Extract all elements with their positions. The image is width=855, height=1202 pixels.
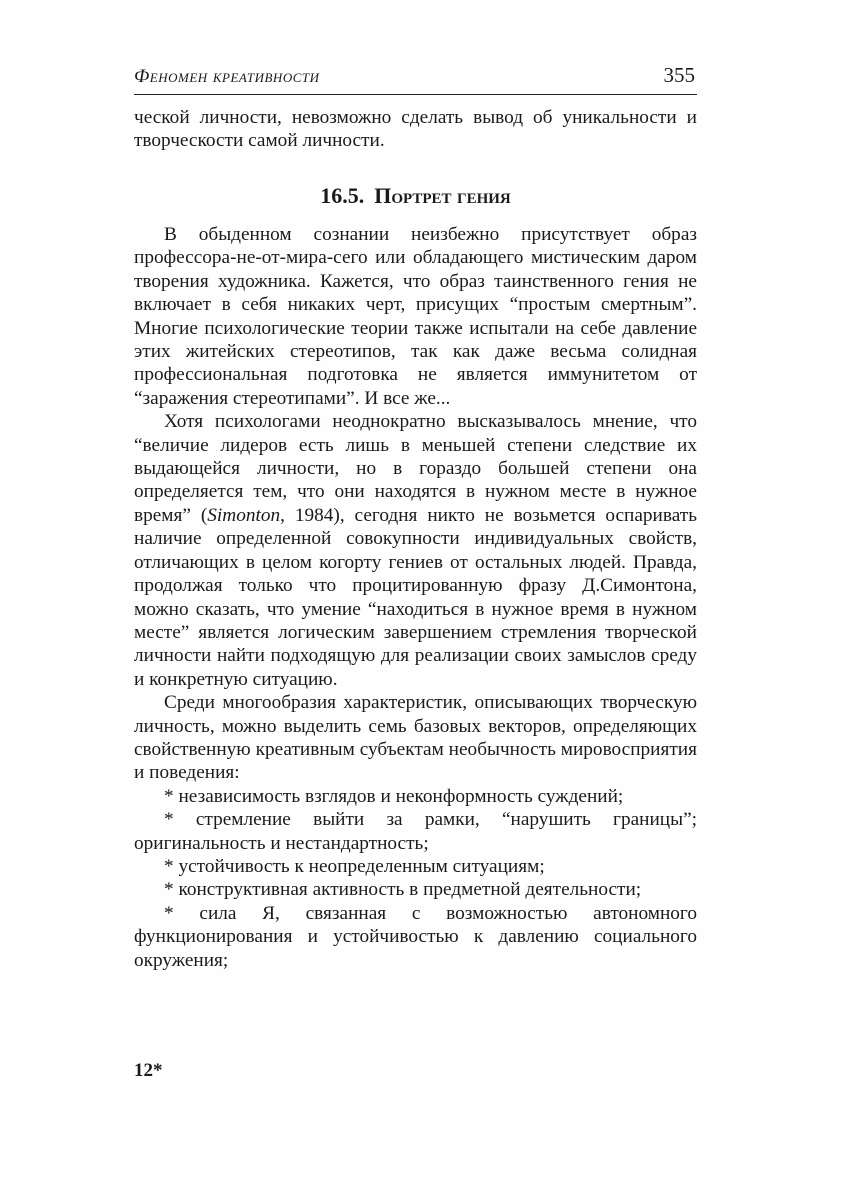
paragraph [134, 410, 697, 691]
page-number: 355 [663, 63, 695, 87]
intro-paragraph [134, 106, 697, 153]
section-heading [134, 183, 697, 209]
paragraph-text: , 1984), сегодня никто не возьмется оспаривать наличие определенной совокупности индивидуальных свойств, отличающих в целом когорту гениев от остальных людей. Правда, продолжая только что процитированную фразу Д.Симонтона, можно сказать, что умение “находиться в нужное время в нужном месте” является логическим завершением стремления творческой личности найти подходящую для реализации своих замыслов среду и конкретную ситуацию. [134, 504, 698, 690]
list-item: * стремление выйти за рамки, “нарушить границы”; оригинальность и нестандартность; [134, 809, 697, 854]
section-body [134, 223, 697, 972]
section-number: 16.5. [320, 183, 365, 208]
running-head [134, 60, 697, 95]
paragraph: Среди многообразия характеристик, описывающих творческую личность, можно выделить семь базовых векторов, определяющих свойственную креативным субъектам необычность мировосприятия и поведения: [134, 692, 697, 784]
intro-text: ческой личности, невозможно сделать вывод об уникальности и творческости самой личности. [134, 107, 697, 152]
citation-author: Simonton [207, 504, 281, 526]
list-item: * конструктивная активность в предметной деятельности; [164, 879, 642, 901]
paragraph: В обыденном сознании неизбежно присутствует образ профессора-не-от-мира-сего или обладающего мистическим даром творения художника. Кажется, что образ таинственного гения не включает в себя никаких черт, присущих “простым смертным”. Многие психологические теории также испытали на себе давление этих житейских стереотипов, так как даже весьма солидная профессиональная подготовка не является иммунитетом от “заражения стереотипами”. И все же... [134, 224, 697, 409]
printer-signature: 12* [134, 1060, 163, 1081]
list-item: * независимость взглядов и неконформность суждений; [164, 785, 624, 807]
running-title: Феномен креативности [134, 66, 320, 87]
list-item: * сила Я, связанная с возможностью автономного функционирования и устойчивостью к давлению социального окружения; [134, 902, 697, 971]
list-item: * устойчивость к неопределенным ситуациям; [164, 855, 545, 877]
paragraph-text: Хотя психологами неоднократно высказывалось мнение, что “величие лидеров есть лишь в меньшей степени следствие их выдающейся личности, но в гораздо большей степени она определяется тем, что они находятся в нужном месте в нужное время” ( [134, 411, 697, 526]
section-title: Портрет гения [374, 183, 511, 208]
